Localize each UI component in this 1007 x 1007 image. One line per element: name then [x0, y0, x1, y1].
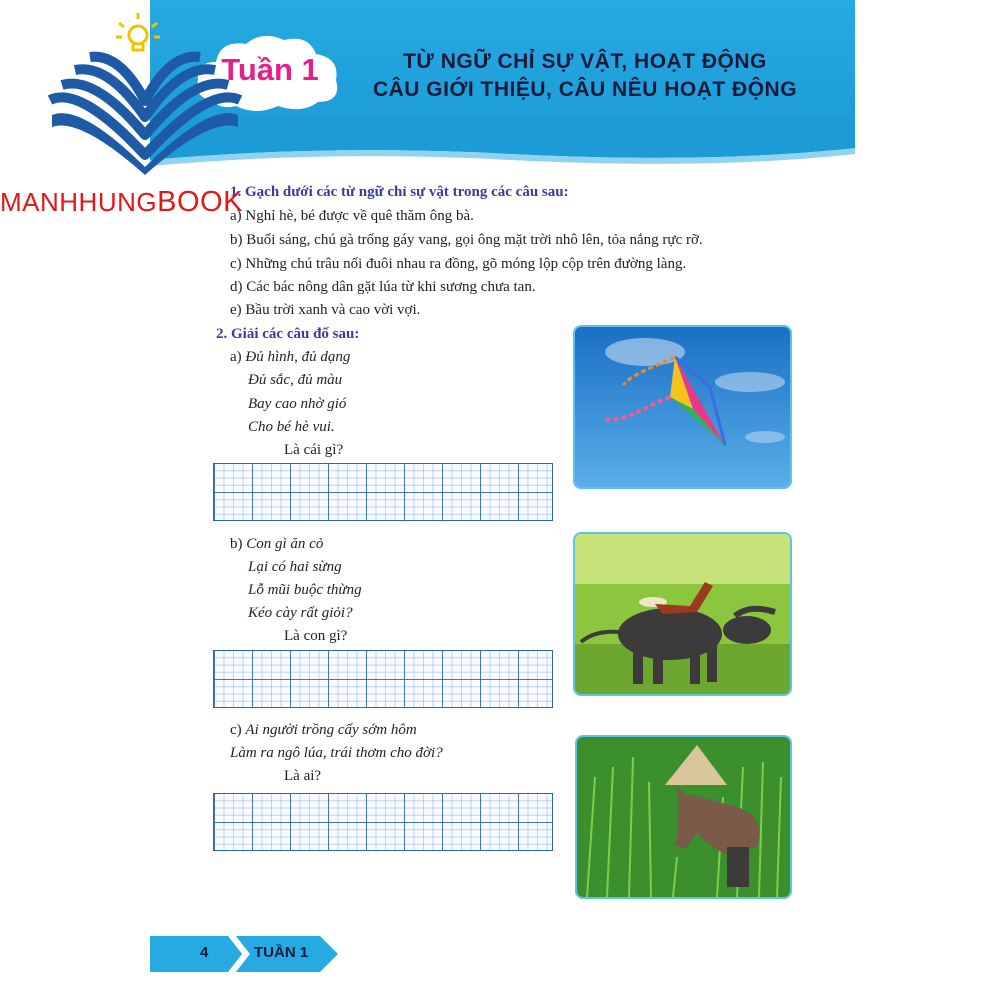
riddle-a-label: a) [230, 349, 246, 365]
riddle-a-line-1 [230, 349, 350, 366]
answer-grid-a[interactable] [213, 463, 553, 521]
riddle-b-line-4: Kéo cày rất giỏi? [248, 605, 353, 621]
week-heading [350, 48, 820, 104]
exercise-1-item-c: c) Những chú trâu nối đuôi nhau ra đồng, gõ móng lộp cộp trên đường làng. [230, 256, 687, 272]
riddle-b-question: Là con gì? [284, 628, 348, 644]
answer-grid-c[interactable] [213, 793, 553, 851]
riddle-a-text-1: Đủ hình, đủ dạng [245, 349, 351, 365]
header-wave [150, 118, 855, 168]
riddle-a-line-2: Đủ sắc, đủ màu [248, 372, 343, 388]
week-badge-title: Tuần 1 [221, 52, 319, 87]
riddle-b-label: b) [230, 536, 247, 552]
exercise-1-item-b: b) Buổi sáng, chú gà trống gáy vang, gọi ông mặt trời nhô lên, tỏa nắng rực rỡ. [230, 232, 703, 248]
buffalo-illustration [575, 534, 790, 694]
kite-photo [573, 325, 792, 489]
riddle-c-line-1 [230, 722, 417, 739]
exercise-1-item-d: d) Các bác nông dân gặt lúa từ khi sương chưa tan. [230, 279, 536, 295]
exercise-2-title: 2. Giải các câu đố sau: [216, 326, 360, 342]
riddle-c-line-2: Làm ra ngô lúa, trái thơm cho đời? [230, 745, 443, 761]
footer-week-label: TUẦN 1 [254, 944, 309, 961]
exercise-1-item-e: e) Bầu trời xanh và cao vời vợi. [230, 302, 421, 318]
riddle-c-question: Là ai? [284, 768, 322, 784]
brand-watermark [0, 186, 243, 219]
riddle-c-text-1: Ai người trồng cấy sớm hôm [245, 722, 417, 738]
riddle-a-line-4: Cho bé hè vui. [248, 419, 335, 435]
riddle-a-question: Là cái gì? [284, 442, 344, 458]
heading-line-1: TỪ NGỮ CHỈ SỰ VẬT, HOẠT ĐỘNG [403, 50, 767, 73]
riddle-b-text-1: Con gì ăn cỏ [246, 536, 324, 552]
exercise-1-title: 1. Gạch dưới các từ ngữ chỉ sự vật trong các câu sau: [230, 184, 569, 200]
footer-ribbon [150, 936, 340, 972]
buffalo-photo [573, 532, 792, 696]
kite-illustration [575, 327, 790, 487]
riddle-b-line-2: Lại có hai sừng [248, 559, 342, 575]
brand-part-2: BOOK [157, 186, 243, 218]
page-number: 4 [200, 944, 209, 961]
answer-grid-b[interactable] [213, 650, 553, 708]
riddle-a-line-3: Bay cao nhờ gió [248, 396, 347, 412]
heading-line-2: CÂU GIỚI THIỆU, CÂU NÊU HOẠT ĐỘNG [372, 78, 798, 101]
brand-part-1: MANHHUNG [0, 187, 158, 217]
riddle-c-label: c) [230, 722, 246, 738]
exercise-1-item-a: a) Nghỉ hè, bé được về quê thăm ông bà. [230, 208, 474, 224]
riddle-b-line-3: Lỗ mũi buộc thừng [248, 582, 362, 598]
riddle-b-line-1 [230, 536, 323, 553]
farmer-illustration [577, 737, 790, 897]
farmer-photo [575, 735, 792, 899]
book-logo-icon [40, 5, 250, 175]
